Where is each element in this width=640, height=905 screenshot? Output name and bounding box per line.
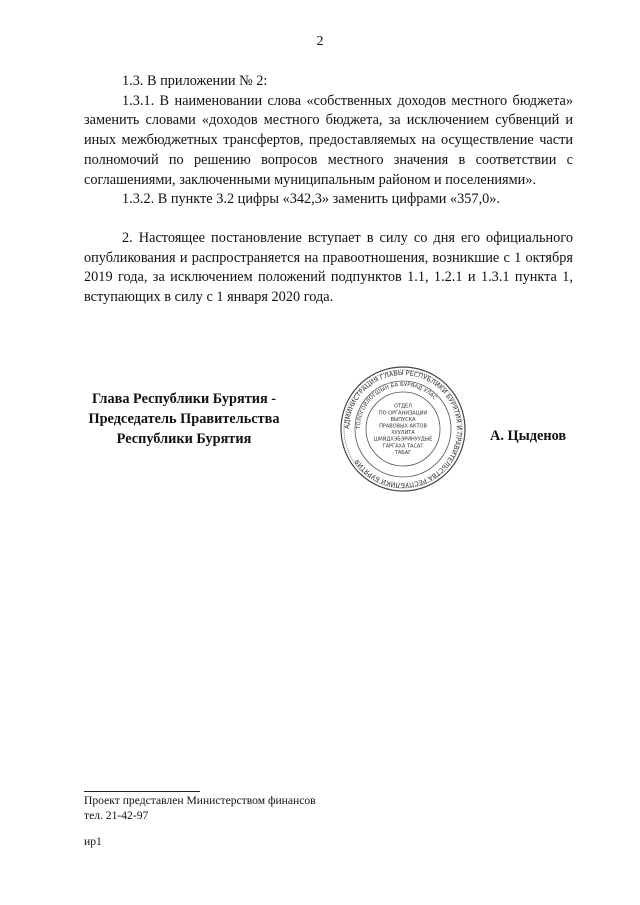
position-line-1: Глава Республики Бурятия - bbox=[91, 391, 277, 407]
position-line-2: Председатель Правительства bbox=[88, 411, 280, 427]
seal-outer-text: АДМИНИСТРАЦИЯ ГЛАВЫ РЕСПУБЛИКИ БУРЯТИЯ И ПРАВИТЕЛЬСТВА РЕСПУБЛИКИ БУРЯТИЯ bbox=[342, 368, 464, 490]
seal-center-line: ОТДЕЛ bbox=[394, 403, 412, 410]
paragraph-1-3-2: 1.3.2. В пункте 3.2 цифры «342,3» заменить цифрами «357,0». bbox=[122, 191, 501, 208]
footnote-line-1: Проект представлен Министерством финансов bbox=[84, 794, 316, 807]
effective-date-block bbox=[84, 229, 573, 308]
footer-code: ир1 bbox=[84, 835, 102, 848]
seal-inner-text: ТОЛОГОЙЛОГШЫН БА БУРЯАД УЛАС bbox=[355, 381, 438, 430]
seal-center-line: ТАБАГ bbox=[394, 449, 412, 456]
seal-center-line: ПРАВОВЫХ АКТОВ bbox=[379, 423, 427, 430]
official-seal-icon bbox=[338, 364, 468, 494]
amendment-block bbox=[84, 72, 573, 210]
paragraph-1-3-1: 1.3.1. В наименовании слова «собственных доходов местного бюджета» заменить словами «доходов местного бюджета, за исключением субвенций и иных межбюджетных трансфертов, предоставляемых на осуществление части полномочий по решению вопросов местного значения в соответствии с соглашениями, заключенными муниципальным районом и поселениями». bbox=[84, 92, 573, 188]
footnote-line-2: тел. 21-42-97 bbox=[84, 808, 149, 822]
seal-center-line: ХУУЛИТА bbox=[391, 430, 415, 437]
paragraph-2: 2. Настоящее постановление вступает в силу со дня его официального опубликования и распространяется на правоотношения, возникшие с 1 октября 2019 года, за исключением положений подпунктов 1.1, 1.2.1 и 1.3.1 пункта 1, вступающих в силу с 1 января 2020 года. bbox=[84, 230, 573, 306]
footnote bbox=[84, 794, 316, 823]
seal-center-text bbox=[374, 404, 433, 456]
seal-center-line: ПО ОРГАНИЗАЦИИ bbox=[378, 410, 428, 417]
page-number: 2 bbox=[316, 34, 324, 49]
seal-center-line: ВЫПУСКА bbox=[390, 416, 416, 423]
seal-center-line: ШИЙДХЭБЭРИНУУДЫЕ bbox=[373, 436, 433, 443]
position-line-3: Республики Бурятия bbox=[116, 431, 252, 447]
signatory-position bbox=[84, 389, 284, 449]
paragraph-1-3: 1.3. В приложении № 2: bbox=[122, 73, 268, 89]
footnote-divider bbox=[84, 791, 200, 792]
signatory-name: А. Цыденов bbox=[490, 428, 567, 444]
seal-center-line: ГАРГАХА ТАСАГ bbox=[382, 443, 424, 450]
